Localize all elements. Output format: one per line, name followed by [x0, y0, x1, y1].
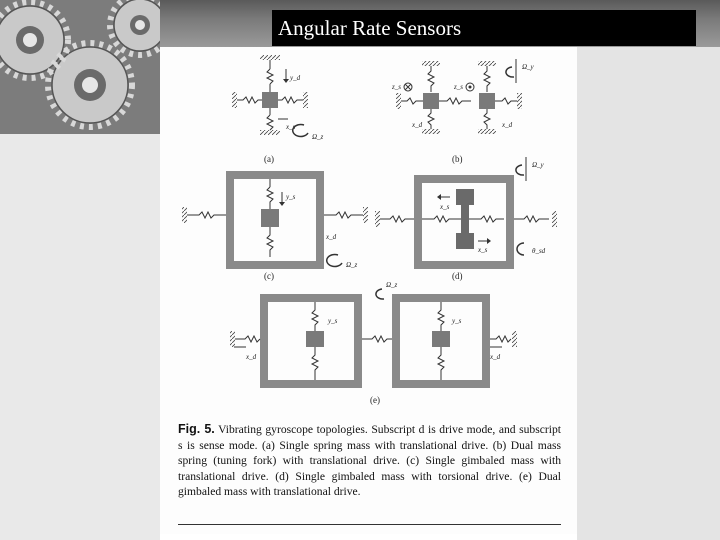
label-omega-z-c: Ω_z [346, 261, 358, 269]
panel-b [391, 59, 535, 164]
panel-label-e: (e) [370, 395, 380, 405]
paper-figure-page [160, 47, 577, 534]
label-ys-c: y_s [286, 193, 296, 201]
label-xd-e1: x_d [246, 353, 257, 361]
gyroscope-topology-diagram [160, 47, 577, 417]
gear-photo [0, 0, 162, 134]
figure-caption-label: Fig. 5. [178, 422, 215, 436]
panel-label-a: (a) [264, 154, 274, 164]
panel-e [230, 281, 517, 405]
label-xs: x_s [286, 123, 296, 131]
label-xd-1: x_d [412, 121, 423, 129]
label-omega-z-a: Ω_z [312, 133, 324, 141]
label-omega-z-e: Ω_z [386, 281, 398, 289]
panel-label-d: (d) [452, 271, 463, 281]
label-xd-e2: x_d [490, 353, 501, 361]
slide-right-band [577, 47, 720, 540]
slide-title: Angular Rate Sensors [272, 10, 696, 46]
figure-caption [178, 422, 561, 500]
label-yd: y_d [290, 74, 301, 82]
label-ys-e2: y_s [452, 317, 462, 325]
label-zs-1: z_s [392, 83, 401, 91]
label-xd-c: x_d [326, 233, 337, 241]
label-xs-d: x_s [440, 203, 450, 211]
figure-caption-text: Vibrating gyroscope topologies. Subscript d is drive mode, and subscript s is sense mode. (a) Single spring mass with translational drive. (b) Dual mass spring (tuning fork) with translational drive. (c) Single gimbaled mass with translational drive. (d) Single gimbaled mass with torsional drive. (e) Dual gimbaled mass with translational drive. [178, 423, 561, 499]
panel-label-b: (b) [452, 154, 463, 164]
gears-image [0, 0, 162, 134]
label-omega-y-d: Ω_y [532, 161, 544, 169]
label-ys-e1: y_s [328, 317, 338, 325]
label-theta-sd: θ_sd [532, 247, 546, 255]
label-xs-d-2: x_s [478, 246, 488, 254]
label-omega-y-b: Ω_y [522, 63, 534, 71]
panel-d [375, 157, 557, 281]
caption-rule [178, 524, 561, 525]
panel-label-c: (c) [264, 271, 274, 281]
panel-c [182, 175, 368, 281]
panel-a [232, 55, 324, 164]
label-zs-2: z_s [454, 83, 463, 91]
label-xd-2: x_d [502, 121, 513, 129]
